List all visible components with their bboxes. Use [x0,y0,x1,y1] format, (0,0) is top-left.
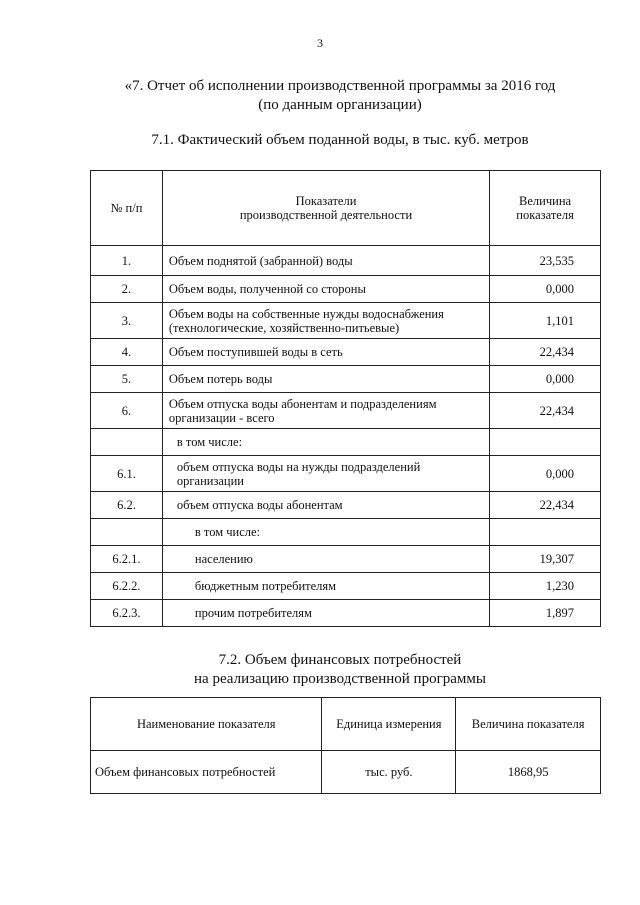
indicator-value: 1868,95 [456,751,601,794]
table-row [91,339,601,366]
row-value: 19,307 [490,546,601,573]
row-number: 6.1. [91,456,163,492]
row-label [162,492,489,519]
row-value: 1,897 [490,600,601,627]
table-row [91,393,601,429]
row-label-line: (технологические, хозяйственно-питьевые) [168,320,400,335]
row-number: 5. [91,366,163,393]
row-value: 22,434 [490,339,601,366]
indicator-name: Объем финансовых потребностей [91,751,322,794]
financial-needs-table [90,697,601,794]
row-label-line: прочим потребителям [194,606,312,620]
row-label [162,456,489,492]
section-7-heading: «7. Отчет об исполнении производственной программы за 2016 год (по данным организации) [124,78,556,113]
row-label-line: Объем воды на собственные нужды водоснабжения [168,306,444,321]
row-label [162,393,489,429]
row-value: 1,230 [490,573,601,600]
table-row [91,573,601,600]
table-header-row [91,698,601,751]
table-row [91,366,601,393]
row-label [162,600,489,627]
table-row [91,276,601,303]
row-value: 0,000 [490,276,601,303]
row-number: 4. [91,339,163,366]
row-number: 3. [91,303,163,339]
table-row [91,429,601,456]
row-label-line: Объем отпуска воды абонентам и подразделениям [168,396,437,411]
row-label-line: Объем поднятой (забранной) воды [168,253,353,268]
row-label [162,519,489,546]
row-label-line: населению [194,552,253,566]
row-label [162,573,489,600]
header-value: Величина показателя [490,171,601,246]
row-value: 0,000 [490,456,601,492]
row-number: 1. [91,246,163,276]
row-label-line: Объем потерь воды [168,372,273,386]
page-number: 3 [317,36,323,50]
row-label-line: объем отпуска воды абонентам [176,498,343,512]
header-indicator-name: Наименование показателя [91,698,322,751]
section-7-1-heading: 7.1. Фактический объем поданной воды, в тыс. куб. метров [151,132,529,148]
water-volume-table [90,170,601,627]
unit: тыс. руб. [322,751,456,794]
section-7-2-heading: 7.2. Объем финансовых потребностей на реализацию производственной программы [194,652,486,687]
row-value: 1,101 [490,303,601,339]
row-label [162,303,489,339]
row-label [162,339,489,366]
table-row [91,546,601,573]
row-value: 0,000 [490,366,601,393]
header-indicator: Показатели производственной деятельности [162,171,489,246]
header-indicator-value: Величина показателя [456,698,601,751]
row-label-line: Объем воды, полученной со стороны [168,282,366,296]
header-unit: Единица измерения [322,698,456,751]
header-number: № п/п [91,171,163,246]
row-label-line: в том числе: [176,435,243,449]
table-row [91,600,601,627]
row-value: 23,535 [490,246,601,276]
row-number: 6.2.2. [91,573,163,600]
table-header-row [91,171,601,246]
row-number [91,429,163,456]
row-number: 2. [91,276,163,303]
row-label-line: Объем поступившей воды в сеть [168,345,343,359]
table-row [91,492,601,519]
row-number: 6.2.1. [91,546,163,573]
row-value: 22,434 [490,393,601,429]
row-number [91,519,163,546]
row-label [162,366,489,393]
table-row [91,456,601,492]
table-row [91,246,601,276]
table-row [91,303,601,339]
row-label [162,246,489,276]
row-label-line: объем отпуска воды на нужды подразделений [176,459,421,474]
row-label-line: бюджетным потребителям [194,579,337,593]
row-label [162,276,489,303]
row-label-line: организации [176,473,244,488]
row-label-line: организации - всего [168,410,275,425]
row-value [490,429,601,456]
row-number: 6.2. [91,492,163,519]
row-label [162,429,489,456]
table-row [91,519,601,546]
row-number: 6. [91,393,163,429]
row-label-line: в том числе: [194,525,261,539]
table-row [91,751,601,794]
row-value [490,519,601,546]
row-number: 6.2.3. [91,600,163,627]
row-value: 22,434 [490,492,601,519]
row-label [162,546,489,573]
